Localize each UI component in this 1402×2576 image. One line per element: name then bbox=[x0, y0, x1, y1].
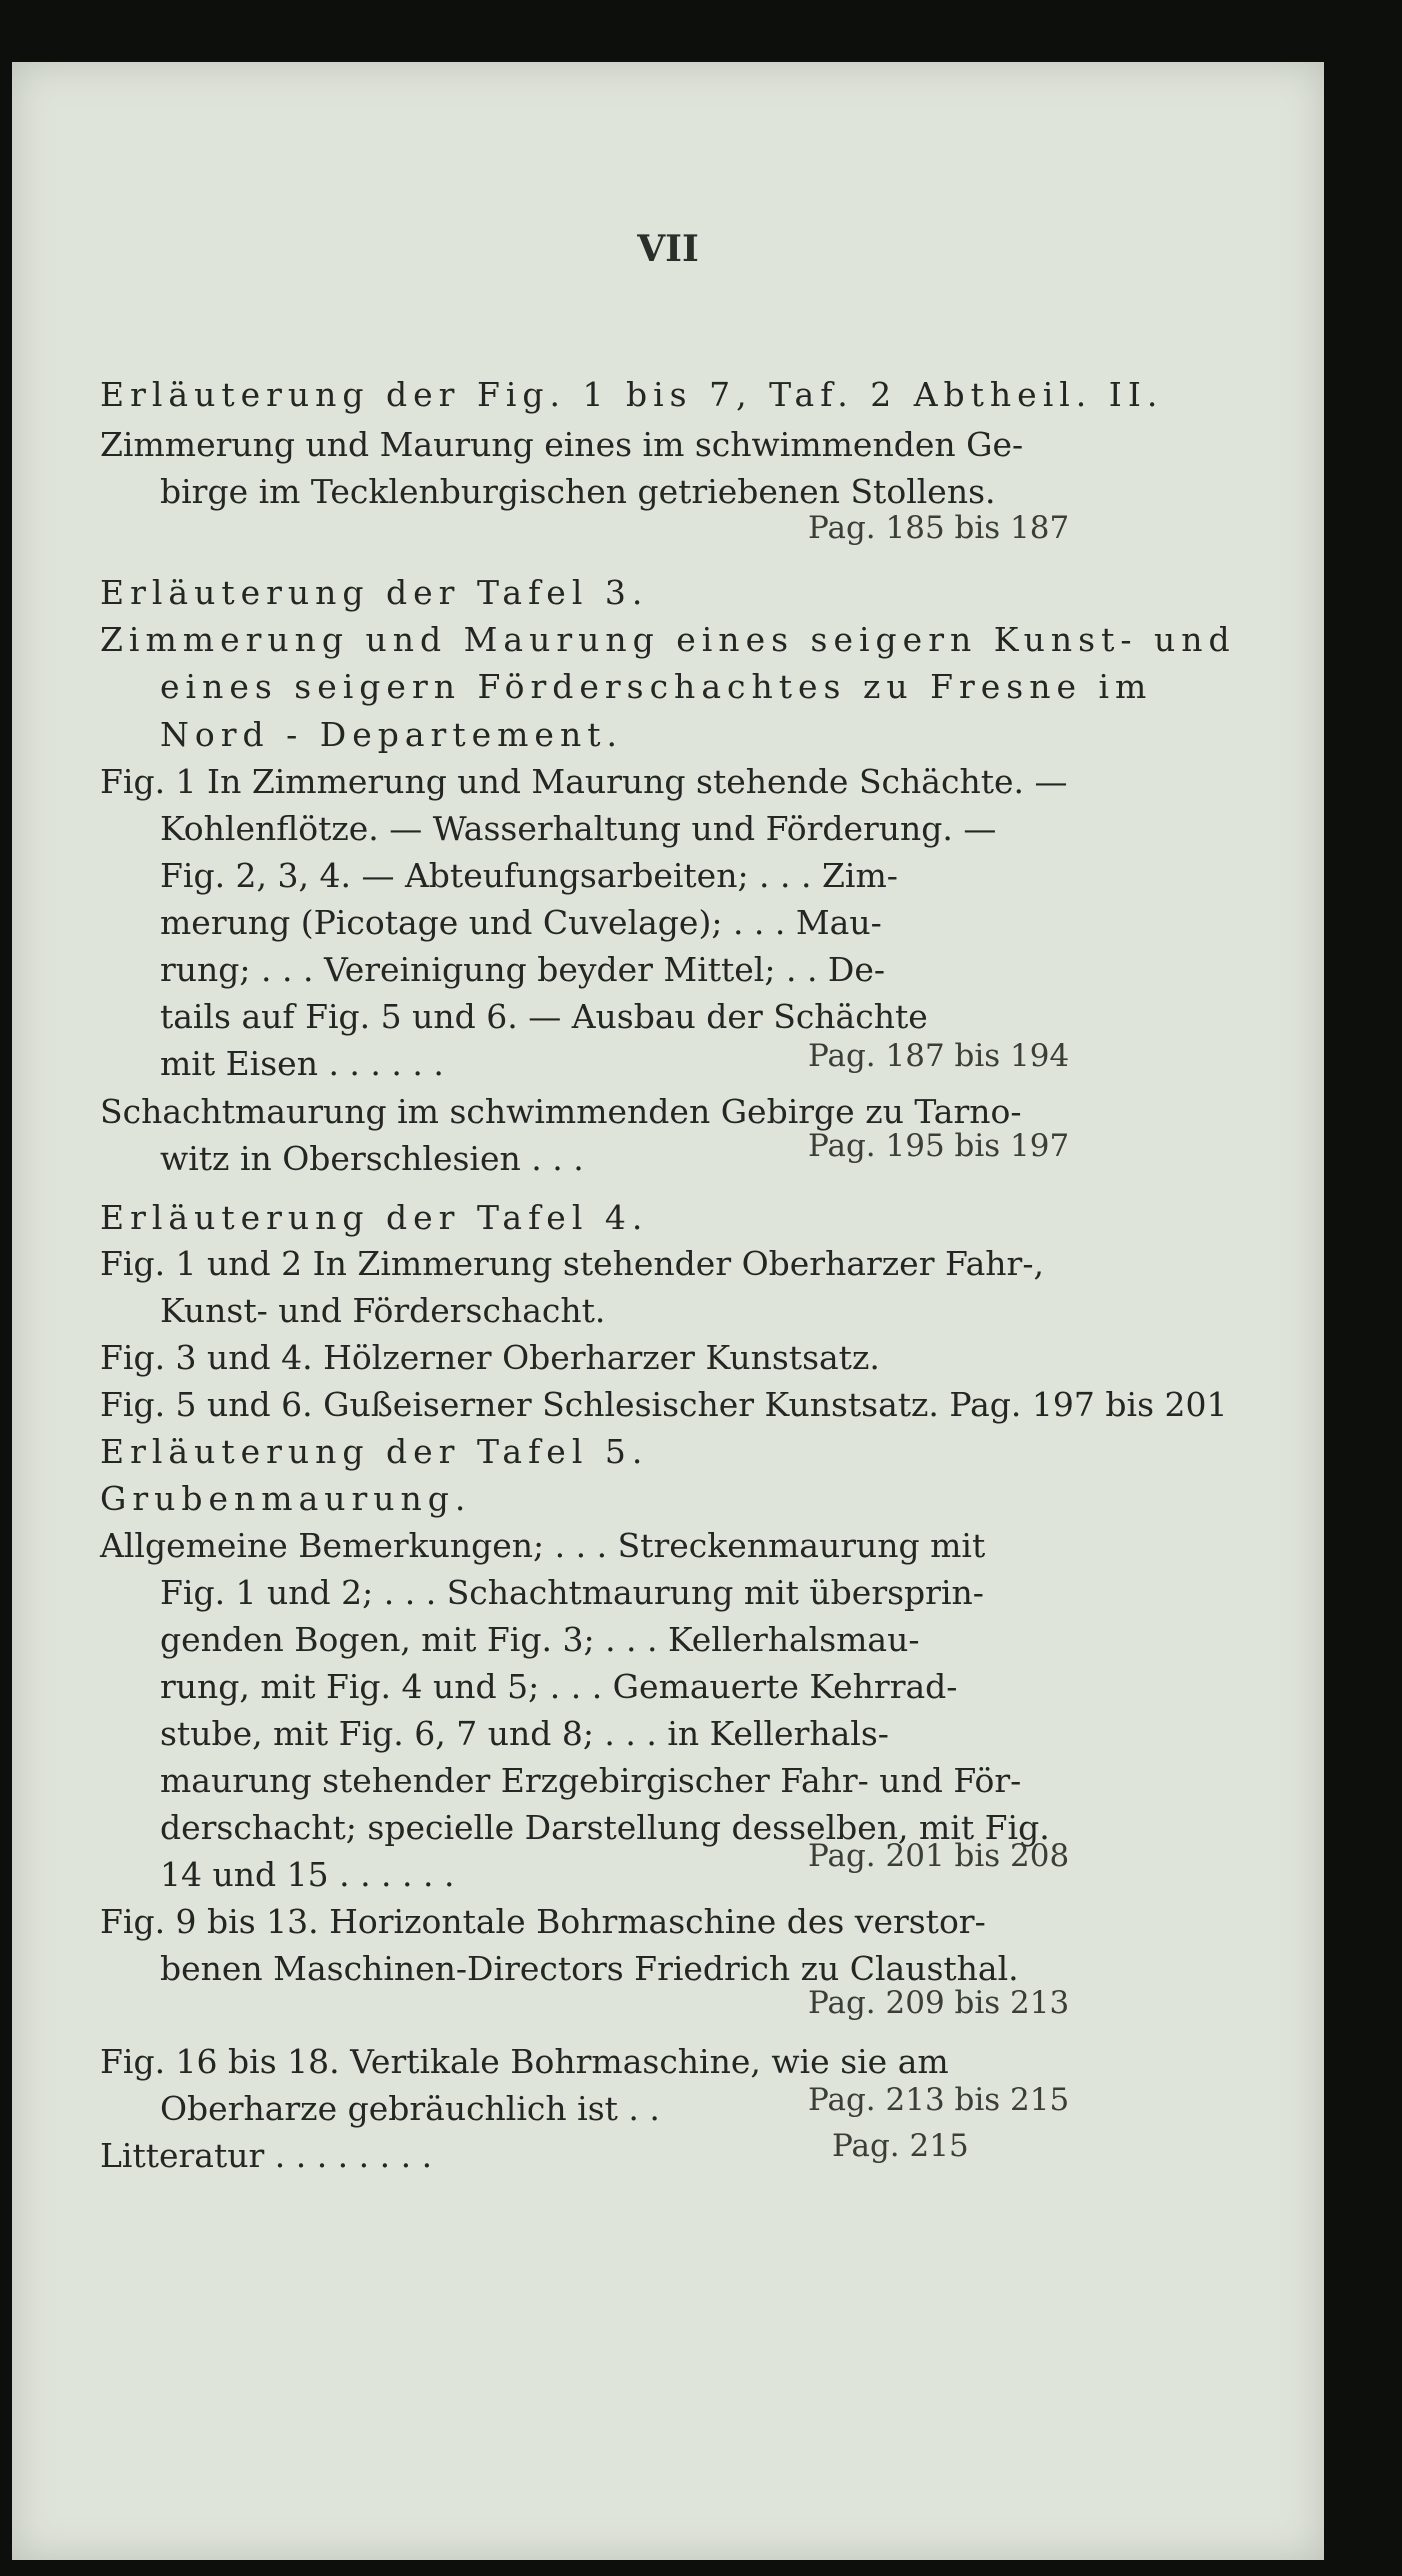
toc-heading: Erläuterung der Tafel 4. bbox=[100, 1198, 649, 1237]
toc-heading: Grubenmaurung. bbox=[100, 1479, 472, 1518]
toc-line: Fig. 16 bis 18. Vertikale Bohrmaschine, wie sie am bbox=[100, 2042, 949, 2081]
toc-line: Litteratur . . . . . . . . bbox=[100, 2136, 433, 2175]
toc-line: Schachtmaurung im schwimmenden Gebirge zu Tarno- bbox=[100, 1092, 1022, 1131]
toc-line: rung, mit Fig. 4 und 5; . . . Gemauerte Kehrrad- bbox=[160, 1667, 958, 1706]
page-number: VII bbox=[637, 228, 699, 270]
page-reference: Pag. 215 bbox=[832, 2128, 969, 2164]
toc-line: Fig. 1 und 2; . . . Schachtmaurung mit übersprin- bbox=[160, 1573, 984, 1612]
toc-line: derschacht; specielle Darstellung desselben, mit Fig. bbox=[160, 1808, 1050, 1847]
page-reference: Pag. 187 bis 194 bbox=[808, 1038, 1070, 1074]
page-reference: Pag. 213 bis 215 bbox=[808, 2082, 1070, 2118]
toc-line: tails auf Fig. 5 und 6. — Ausbau der Schächte bbox=[160, 997, 928, 1036]
toc-heading: Erläuterung der Tafel 5. bbox=[100, 1432, 649, 1471]
toc-line: Fig. 1 und 2 In Zimmerung stehender Oberharzer Fahr-, bbox=[100, 1244, 1044, 1283]
toc-line: stube, mit Fig. 6, 7 und 8; . . . in Kellerhals- bbox=[160, 1714, 889, 1753]
toc-heading: Erläuterung der Fig. 1 bis 7, Taf. 2 Abtheil. II. bbox=[100, 375, 1164, 414]
toc-line: Fig. 9 bis 13. Horizontale Bohrmaschine des verstor- bbox=[100, 1902, 986, 1941]
page-reference: Pag. 201 bis 208 bbox=[808, 1838, 1070, 1874]
toc-line: Fig. 1 In Zimmerung und Maurung stehende Schächte. — bbox=[100, 762, 1068, 801]
toc-line: mit Eisen . . . . . . bbox=[160, 1044, 444, 1083]
toc-line: maurung stehender Erzgebirgischer Fahr- und För- bbox=[160, 1761, 1022, 1800]
toc-line: Oberharze gebräuchlich ist . . bbox=[160, 2089, 660, 2128]
page-reference: Pag. 185 bis 187 bbox=[808, 510, 1070, 546]
page-reference: Pag. 195 bis 197 bbox=[808, 1128, 1070, 1164]
toc-line: Zimmerung und Maurung eines seigern Kunst- und bbox=[100, 620, 1236, 659]
toc-line: benen Maschinen-Directors Friedrich zu Clausthal. bbox=[160, 1949, 1019, 1988]
toc-line: Fig. 3 und 4. Hölzerner Oberharzer Kunstsatz. bbox=[100, 1338, 880, 1377]
book-page bbox=[12, 62, 1324, 2560]
toc-line: eines seigern Förderschachtes zu Fresne im bbox=[160, 667, 1153, 706]
toc-line: birge im Tecklenburgischen getriebenen Stollens. bbox=[160, 472, 996, 511]
toc-line: rung; . . . Vereinigung beyder Mittel; . . De- bbox=[160, 950, 886, 989]
toc-line: 14 und 15 . . . . . . bbox=[160, 1855, 455, 1894]
toc-line: merung (Picotage und Cuvelage); . . . Mau- bbox=[160, 903, 882, 942]
toc-line: genden Bogen, mit Fig. 3; . . . Kellerhalsmau- bbox=[160, 1620, 920, 1659]
toc-line: Kunst- und Förderschacht. bbox=[160, 1291, 606, 1330]
page-reference: Pag. 209 bis 213 bbox=[808, 1985, 1070, 2021]
toc-line: Zimmerung und Maurung eines im schwimmenden Ge- bbox=[100, 425, 1024, 464]
toc-line: Nord - Departement. bbox=[160, 715, 623, 754]
toc-line: witz in Oberschlesien . . . bbox=[160, 1139, 584, 1178]
toc-line: Allgemeine Bemerkungen; . . . Streckenmaurung mit bbox=[100, 1526, 986, 1565]
toc-line: Kohlenflötze. — Wasserhaltung und Förderung. — bbox=[160, 809, 997, 848]
toc-line: Fig. 5 und 6. Gußeiserner Schlesischer Kunstsatz. Pag. 197 bis 201 bbox=[100, 1385, 1228, 1424]
toc-heading: Erläuterung der Tafel 3. bbox=[100, 573, 649, 612]
toc-line: Fig. 2, 3, 4. — Abteufungsarbeiten; . . . Zim- bbox=[160, 856, 898, 895]
